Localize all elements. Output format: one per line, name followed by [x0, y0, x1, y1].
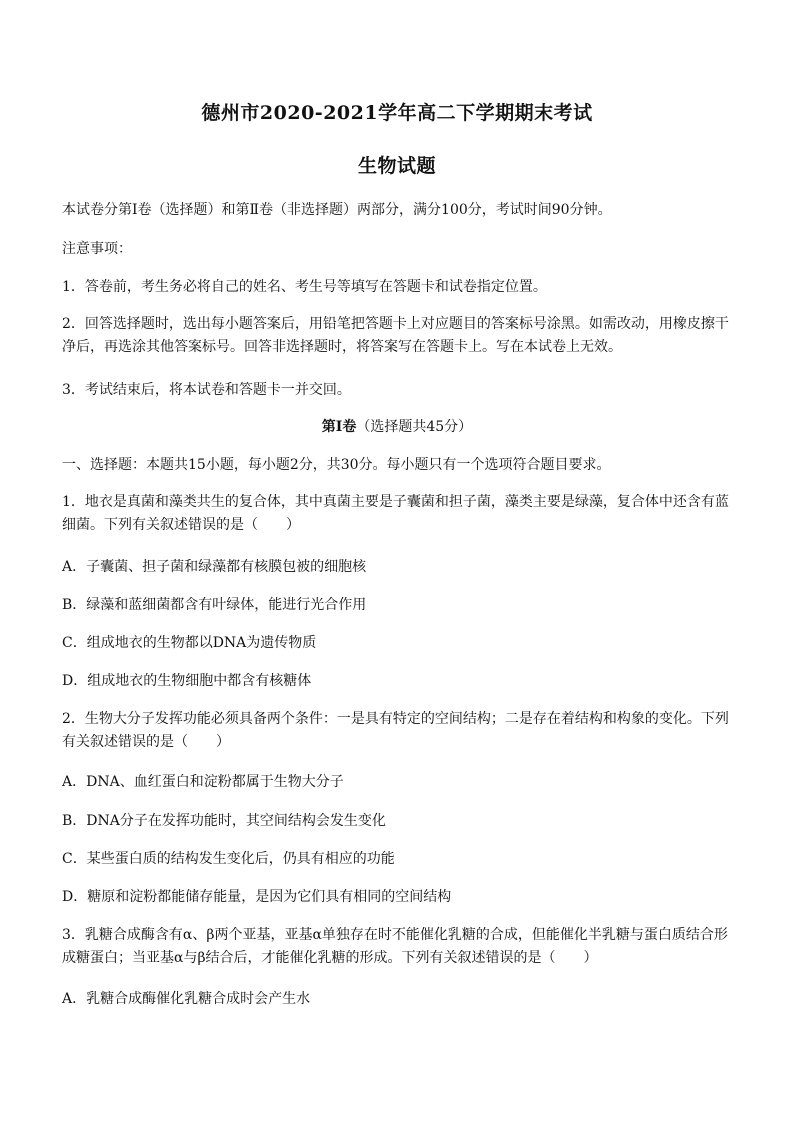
section-label-rest: （选择题共45分） [356, 419, 473, 435]
question-option: B．DNA分子在发挥功能时，其空间结构会发生变化 [62, 813, 386, 829]
section-heading [0, 416, 794, 438]
notes-heading: 注意事项： [62, 241, 132, 257]
question-option: C．组成地衣的生物都以DNA为遗传物质 [62, 635, 317, 651]
question-option: D．糖原和淀粉都能储存能量，是因为它们具有相同的空间结构 [62, 889, 452, 905]
section-label: 第Ⅰ卷 [321, 419, 357, 435]
exam-title: 德州市2020-2021学年高二下学期期末考试 [201, 102, 593, 124]
question-option: A．乳糖合成酶催化乳糖合成时会产生水 [62, 991, 311, 1007]
question-option: A．DNA、血红蛋白和淀粉都属于生物大分子 [62, 774, 344, 790]
note-item: 1．答卷前，考生务必将自己的姓名、考生号等填写在答题卡和试卷指定位置。 [62, 279, 547, 295]
section-instructions: 一、选择题：本题共15小题，每小题2分，共30分。每小题只有一个选项符合题目要求。 [62, 457, 611, 473]
question-stem: 3．乳糖合成酶含有α、β两个亚基，亚基α单独存在时不能催化乳糖的合成，但能催化半乳糖与蛋白质结合形成糖蛋白；当亚基α与β结合后，才能催化乳糖的形成。下列有关叙述错误的是（ ） [62, 927, 728, 966]
question-option: C．某些蛋白质的结构发生变化后，仍具有相应的功能 [62, 851, 395, 867]
exam-subtitle: 生物试题 [357, 155, 436, 177]
question-option: D．组成地衣的生物细胞中都含有核糖体 [62, 673, 312, 689]
exam-intro: 本试卷分第Ⅰ卷（选择题）和第Ⅱ卷（非选择题）两部分，满分100分，考试时间90分钟。 [62, 202, 612, 218]
question-stem: 1．地衣是真菌和藻类共生的复合体，其中真菌主要是子囊菌和担子菌，藻类主要是绿藻，复合体中还含有蓝细菌。下列有关叙述错误的是（ ） [62, 494, 729, 533]
note-item: 3．考试结束后，将本试卷和答题卡一并交回。 [62, 382, 351, 398]
note-item: 2．回答选择题时，选出每小题答案后，用铅笔把答题卡上对应题目的答案标号涂黑。如需改动，用橡皮擦干净后，再选涂其他答案标号。回答非选择题时，将答案写在答题卡上。写在本试卷上无效。 [62, 316, 729, 355]
question-option: B．绿藻和蓝细菌都含有叶绿体，能进行光合作用 [62, 597, 367, 613]
question-stem: 2．生物大分子发挥功能必须具备两个条件：一是具有特定的空间结构；二是存在着结构和构象的变化。下列有关叙述错误的是（ ） [62, 711, 729, 750]
question-option: A．子囊菌、担子菌和绿藻都有核膜包被的细胞核 [62, 559, 367, 575]
